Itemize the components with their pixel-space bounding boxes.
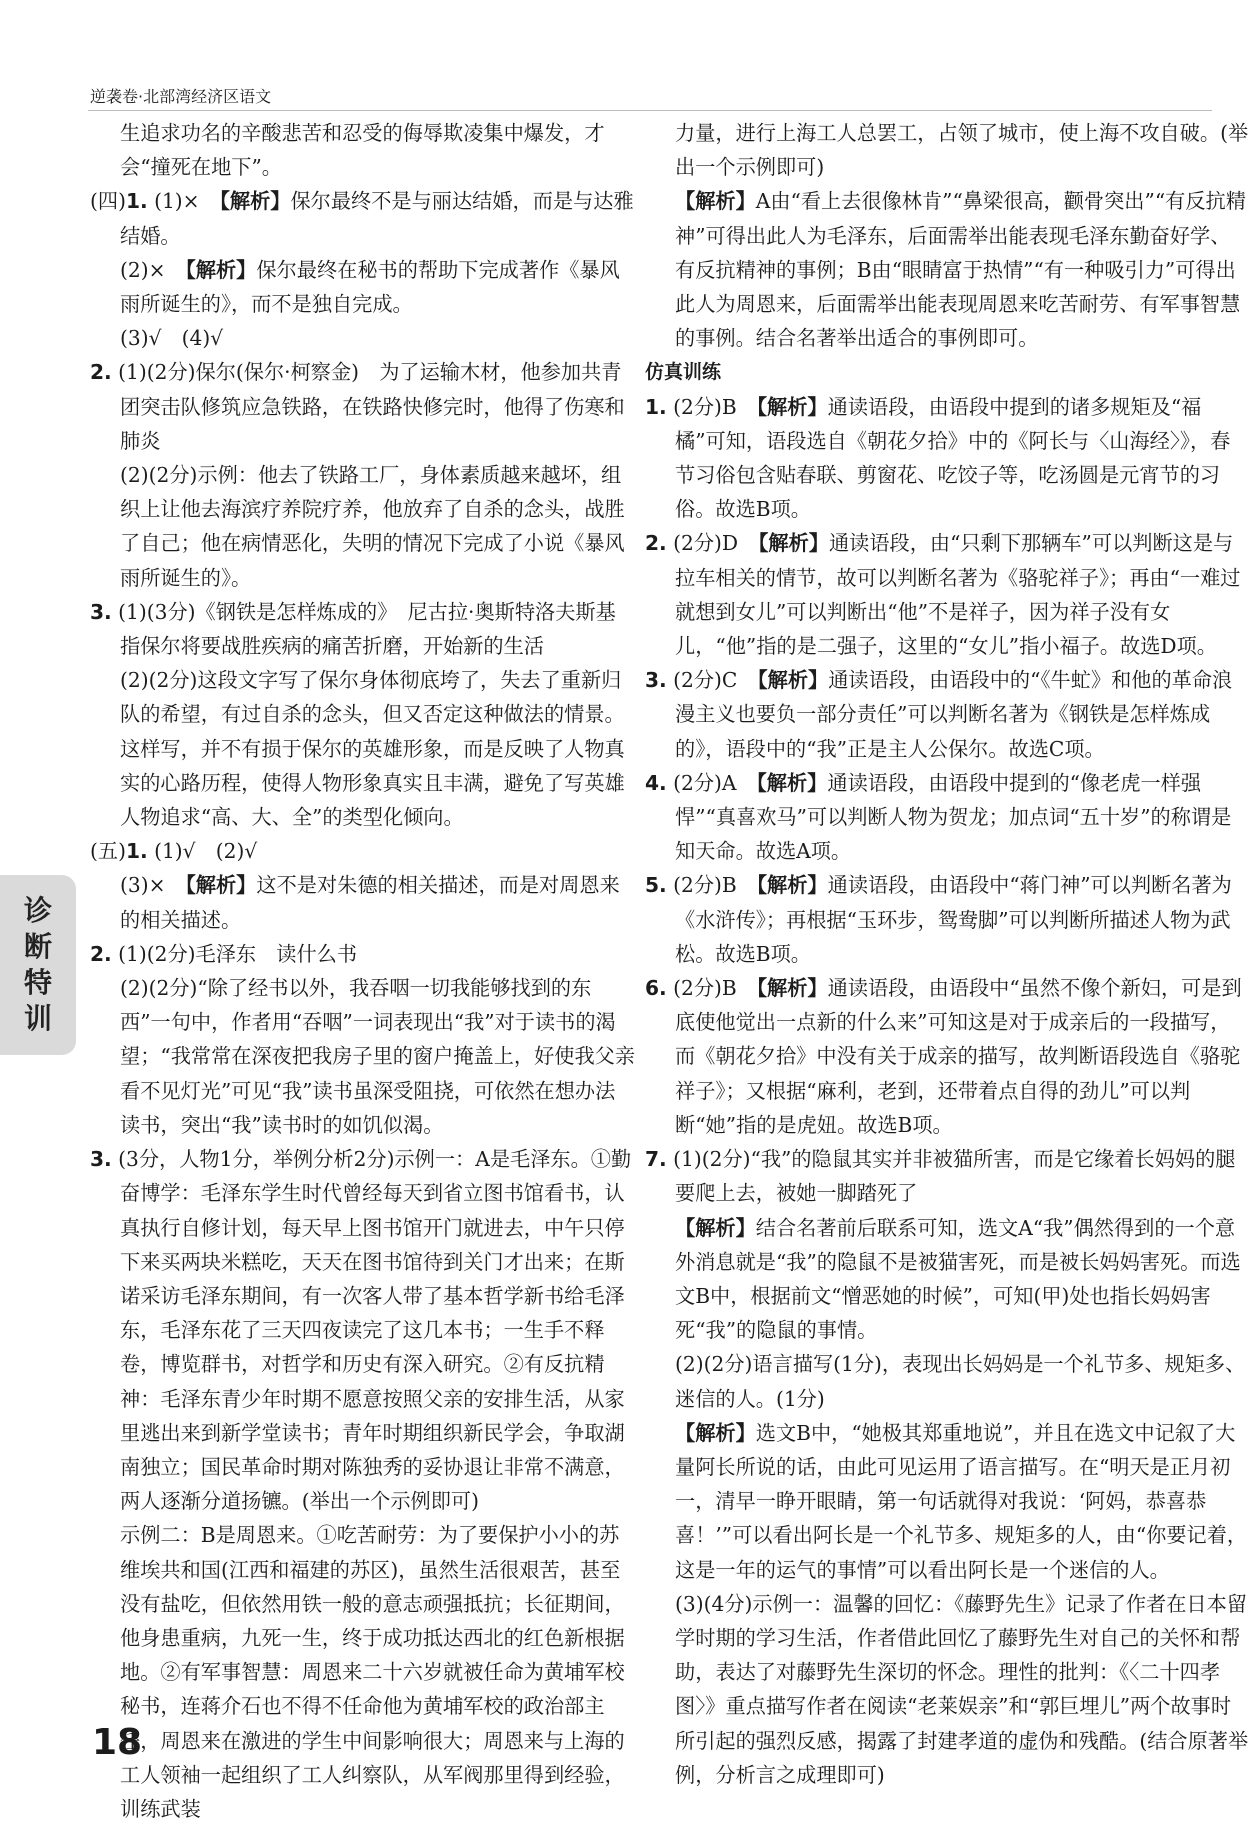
- page-number: 18: [92, 1722, 143, 1763]
- training-q2: 2. (2分)D 【解析】通读语段，由“只剩下那辆车”可以判断这是与拉车相关的情节，故可以判断名著为《骆驼祥子》；再由“一难过就想到女儿”可以判断出“他”不是祥子，因为祥子没有女儿，“他”指的是二强子，这里的“女儿”指小福子。故选D项。: [645, 531, 1241, 659]
- side-tab-char: 诊: [23, 894, 52, 927]
- training-q5: 5. (2分)B 【解析】通读语段，由语段中“蒋门神”可以判断名著为《水浒传》；再根据“玉环步，鸳鸯脚”可以判断所描述人物为武松。故选B项。: [645, 873, 1232, 966]
- training-q7-3: (3)(4分)示例一：温馨的回忆：《藤野先生》记录了作者在日本留学时期的学习生活，作者借此回忆了藤野先生对自己的关怀和帮助，表达了对藤野先生深切的怀念。理性的批判：《〈二十四孝图〉》重点描写作者在阅读“老莱娱亲”和“郭巨埋儿”两个故事时所引起的强烈反感，揭露了封建孝道的虚伪和残酷。(结合原著举例，分析言之成理即可): [675, 1591, 1249, 1787]
- training-q7-1: 7. (1)(2分)“我”的隐鼠其实并非被猫所害，而是它缘着长妈妈的腿要爬上去，被她一脚踏死了: [645, 1147, 1236, 1206]
- training-q6: 6. (2分)B 【解析】通读语段，由语段中“虽然不像个新妇，可是到底使他觉出一点新的什么来”可知这是对于成亲后的一段描写，而《朝花夕拾》中没有关于成亲的描写，故判断语段选自《骆驼祥子》；又根据“麻利，老到，还带着点自得的劲儿”可以判断“她”指的是虎妞。故选B项。: [645, 976, 1242, 1137]
- answer-q3-1: 3. (1)(3分)《钢铁是怎样炼成的》 尼古拉·奥斯特洛夫斯基 指保尔将要战胜疾病的痛苦折磨，开始新的生活: [90, 599, 636, 659]
- training-q1: 1. (2分)B 【解析】通读语段，由语段中提到的诸多规矩及“福橘”可知，语段选自《朝花夕拾》中的《阿长与〈山海经〉》，春节习俗包含贴春联、剪窗花、吃饺子等，吃汤圆是元宵节的习俗。故选B项。: [645, 394, 1231, 522]
- answer-q2-2: (2)(2分)示例：他去了铁路工厂，身体素质越来越坏，组织上让他去海滨疗养院疗养，他放弃了自杀的念头，战胜了自己；他在病情恶化，失明的情况下完成了小说《暴风雨所诞生的》。: [120, 463, 625, 590]
- answer-s5-q3-1: 3. (3分，人物1分，举例分析2分)示例一：A是毛泽东。①勤奋博学：毛泽东学生时代曾经每天到省立图书馆看书，认真执行自修计划，每天早上图书馆开门就进去，中午只停下来买两块米糕吃，天天在图书馆待到关门才出来；在斯诺采访毛泽东期间，有一次客人带了基本哲学新书给毛泽东，毛泽东花了三天四夜读完了这几本书；一生手不释卷，博览群书，对哲学和历史有深入研究。②有反抗精神：毛泽东青少年时期不愿意按照父亲的安排生活，从家里逃出来到新学堂读书；青年时期组织新民学会，争取湖南独立；国民革命时期对陈独秀的妥协退让非常不满意，两人逐渐分道扬镳。(举出一个示例即可): [90, 1147, 632, 1514]
- training-q4: 4. (2分)A 【解析】通读语段，由语段中提到的“像老虎一样强悍”“真喜欢马”可以判断人物为贺龙；加点词“五十岁”的称谓是知天命。故选A项。: [645, 770, 1232, 864]
- answer-s5-q2-1: 2. (1)(2分)毛泽东 读什么书: [90, 941, 358, 966]
- answer-s5-q1a: (五)1. (1)√ (2)√: [90, 839, 258, 864]
- training-q7-2: (2)(2分)语言描写(1分)，表现出长妈妈是一个礼节多、规矩多、迷信的人。(1分): [675, 1352, 1246, 1411]
- answer-s5-q1b: (3)× 【解析】这不是对朱德的相关描述，而是对周恩来的相关描述。: [120, 873, 620, 932]
- right-column: [645, 116, 1250, 1792]
- answer-s4-q1a: (四)1. (1)× 【解析】保尔最终不是与丽达结婚，而是与达雅结婚。: [90, 189, 634, 248]
- side-tab-char: 断: [23, 930, 52, 963]
- answer-q3-2: (2)(2分)这段文字写了保尔身体彻底垮了，失去了重新归队的希望，有过自杀的念头，但又否定这种做法的情景。这样写，并不有损于保尔的英雄形象，而是反映了人物真实的心路历程，使得人物形象真实且丰满，避免了写英雄人物追求“高、大、全”的类型化倾向。: [120, 668, 625, 830]
- training-q3: 3. (2分)C 【解析】通读语段，由语段中的“《牛虻》和他的革命浪漫主义也要负一部分责任”可以判断名著为《钢铁是怎样炼成的》，语段中的“我”正是主人公保尔。故选C项。: [645, 668, 1233, 761]
- training-q7-2-analysis: 【解析】选文B中，“她极其郑重地说”，并且在选文中记叙了大量阿长所说的话，由此可见运用了语言描写。在“明天是正月初一，清早一睁开眼睛，第一句话就得对我说：‘阿妈，恭喜恭喜！’”可以看出阿长是一个礼节多、规矩多的人，由“你要记着，这是一年的运气的事情”可以看出阿长是一个迷信的人。: [675, 1420, 1248, 1582]
- training-q7-1-analysis: 【解析】结合名著前后联系可知，选文A“我”偶然得到的一个意外消息就是“我”的隐鼠不是被猫害死，而是被长妈妈害死。而选文B中，根据前文“憎恶她的时候”，可知(甲)处也指长妈妈害死“我”的隐鼠的事情。: [675, 1215, 1241, 1343]
- running-header: 逆袭卷·北部湾经济区语文: [90, 87, 272, 106]
- answer-s4-q1b: (2)× 【解析】保尔最终在秘书的帮助下完成著作《暴风雨所诞生的》，而不是独自完成。: [120, 257, 620, 317]
- left-column: [90, 116, 635, 1826]
- answer-text: 力量，进行上海工人总罢工，占领了城市，使上海不攻自破。(举出一个示例即可): [675, 121, 1249, 180]
- section-heading: 仿真训练: [645, 361, 722, 384]
- header-rule: [88, 110, 1212, 111]
- answer-q2-1: 2. (1)(2分)保尔(保尔·柯察金) 为了运输木材，他参加共青团突击队修筑应急铁路，在铁路快修完时，他得了伤寒和肺炎: [90, 360, 625, 453]
- answer-s5-q2-2: (2)(2分)“除了经书以外，我吞咽一切我能够找到的东西”一句中，作者用“吞咽”一词表现出“我”对于读书的渴望；“我常常在深夜把我房子里的窗户掩盖上，好使我父亲看不见灯光”可见“我”读书虽深受阻挠，可依然在想办法读书，突出“我”读书时的如饥似渴。: [120, 976, 636, 1137]
- answer-s4-q1c: (3)√ (4)√: [120, 326, 224, 351]
- answer-s5-q3-2: 示例二：B是周恩来。①吃苦耐劳：为了要保护小小的苏维埃共和国(江西和福建的苏区)，虽然生活很艰苦，甚至没有盐吃，但依然用铁一般的意志顽强抵抗；长征期间，他身患重病，九死一生，终于成功抵达西北的红色新根据地。②有军事智慧：周恩来二十六岁就被任命为黄埔军校秘书，连蒋介石也不得不任命他为黄埔军校的政治部主任，周恩来在激进的学生中间影响很大；周恩来与上海的工人领袖一起组织了工人纠察队，从军阀那里得到经验，训练武装: [120, 1523, 625, 1821]
- analysis-text: 【解析】A由“看上去很像林肯”“鼻梁很高，颧骨突出”“有反抗精神”可得出此人为毛泽东，后面需举出能表现毛泽东勤奋好学、有反抗精神的事例；B由“眼睛富于热情”“有一种吸引力”可得出此人为周恩来，后面需举出能表现周恩来吃苦耐劳、有军事智慧的事例。结合名著举出适合的事例即可。: [675, 189, 1246, 351]
- section-side-tab: [0, 875, 76, 1055]
- side-tab-char: 训: [23, 1002, 52, 1035]
- answer-text: 生追求功名的辛酸悲苦和忍受的侮辱欺凌集中爆发，才会“撞死在地下”。: [120, 121, 605, 180]
- side-tab-char: 特: [23, 966, 52, 999]
